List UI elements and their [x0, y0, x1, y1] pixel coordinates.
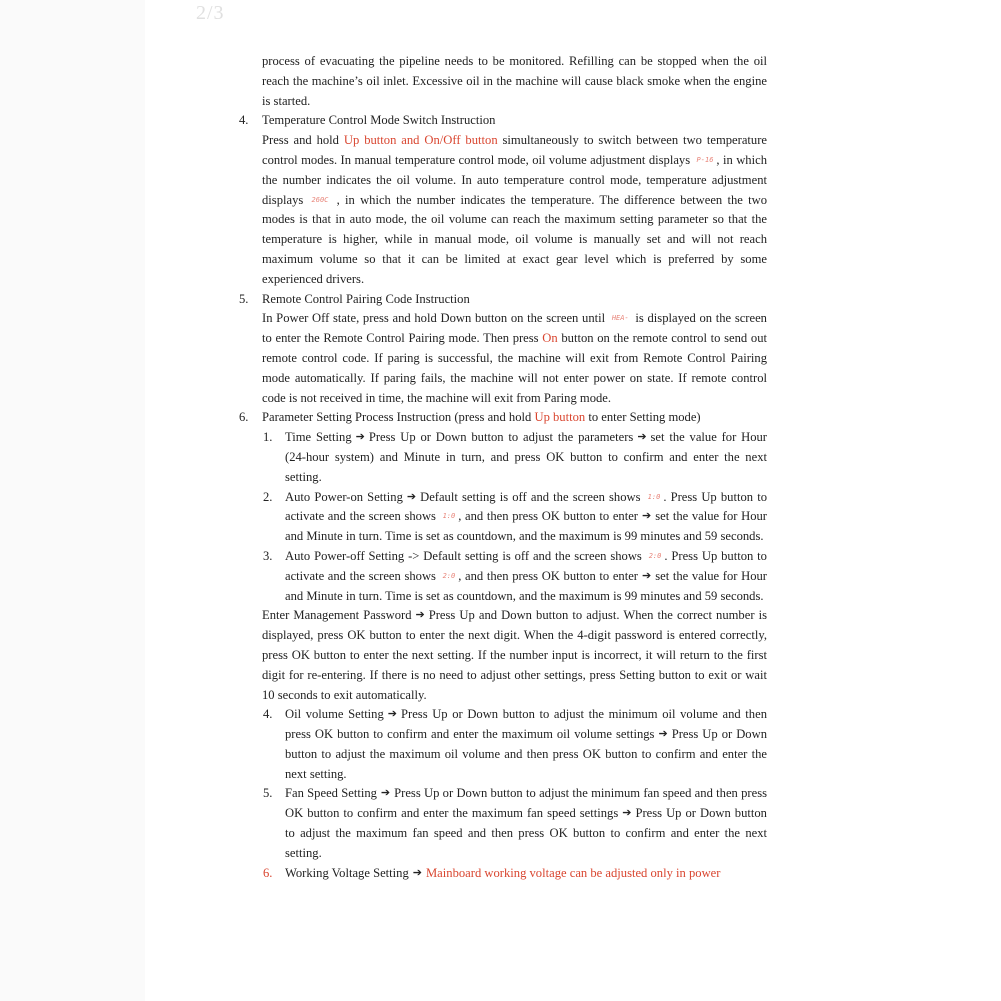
- text: Auto Power-on Setting: [285, 489, 403, 504]
- sub-item-time-setting: [263, 428, 767, 487]
- text: Press Up or Down button to adjust the maximum oil volume and then press OK button to confirm and enter the next setting.: [285, 727, 767, 781]
- lcd-pairing-display-icon: HEA-: [611, 314, 629, 323]
- text: , and then press OK button to enter: [458, 568, 638, 583]
- text: , and then press OK button to enter: [458, 509, 638, 524]
- text: Working Voltage Setting: [285, 865, 409, 880]
- sub-item-number: 3.: [263, 548, 273, 563]
- text: Press Up or Down button to adjust the minimum oil volume and then press OK button to confirm and enter the maximum oil volume settings: [285, 707, 767, 742]
- text: button on the remote control to send out remote control code. If paring is successful, the machine will exit from Remote Control Pairing mode automatically. If paring fails, the machine will not enter power on state. If remote control code is not received in time, the machine will exit from Paring mode.: [262, 331, 767, 405]
- sub-item-number: 4.: [263, 707, 273, 722]
- section-title: Temperature Control Mode Switch Instruction: [262, 113, 496, 128]
- lcd-power-on-off-display-icon: 1:0: [647, 492, 661, 501]
- arrow-right-icon: ➔: [622, 807, 632, 820]
- sub-item-number: 2.: [263, 489, 273, 504]
- sub-item-number: 6.: [263, 865, 273, 880]
- section-5-body: [262, 309, 767, 408]
- text: simultaneously to switch between two temperature control modes. In manual temperature control mode, oil volume adjustment displays: [262, 133, 767, 167]
- text: Press Up or Down button to adjust the maximum fan speed and then press OK button to confirm and enter the next setting.: [285, 806, 767, 860]
- text: . Press Up button to activate and the screen shows: [285, 548, 767, 583]
- text: , in which the number indicates the oil volume. In auto temperature control mode, temperature adjustment displays: [262, 152, 767, 207]
- arrow-right-icon: ➔: [380, 787, 391, 800]
- text: set the value for Hour (24-hour system) and Minute in turn, and press OK button to confirm and enter the next setting.: [285, 430, 767, 484]
- text: In Power Off state, press and hold Down button on the screen until: [262, 311, 609, 326]
- section-4-body: [262, 131, 767, 289]
- intro-paragraph: [262, 52, 767, 111]
- section-6-title: [239, 408, 767, 428]
- arrow-right-icon: ➔: [642, 510, 652, 523]
- text: set the value for Hour and Minute in turn. Time is set as countdown, and the maximum is 99 minutes and 59 seconds.: [285, 568, 768, 603]
- text: is displayed on the screen to enter the Remote Control Pairing mode. Then press: [262, 311, 767, 346]
- text: Press Up or Down button to adjust the minimum fan speed and then press OK button to confirm and enter the maximum fan speed settings: [285, 786, 767, 821]
- highlight-text: Up button: [534, 410, 586, 425]
- highlight-text: Mainboard working voltage can be adjusted only in power: [425, 865, 721, 880]
- text: Press and hold: [262, 133, 344, 148]
- sub-item-working-voltage: [263, 864, 767, 884]
- arrow-right-icon: ➔: [406, 490, 417, 503]
- arrow-right-icon: ➔: [415, 609, 425, 622]
- intro-text: process of evacuating the pipeline needs to be monitored. Refilling can be stopped when the oil reach the machine’s oil inlet. Excessive oil in the machine will cause black smoke when the engine is started.: [262, 54, 767, 108]
- sub-item-fan-speed: [263, 784, 767, 863]
- lcd-oil-display-icon: P-16: [696, 155, 714, 164]
- arrow-right-icon: ➔: [642, 569, 652, 582]
- arrow-right-icon: ➔: [637, 431, 647, 444]
- lcd-temperature-display-icon: 260C: [311, 195, 329, 204]
- section-title: Remote Control Pairing Code Instruction: [262, 291, 470, 306]
- text: Press Up or Down button to adjust the parameters: [368, 430, 634, 445]
- management-password-paragraph: [262, 606, 767, 705]
- text: set the value for Hour and Minute in turn. Time is set as countdown, and the maximum is 99 minutes and 59 seconds.: [285, 509, 768, 544]
- sub-item-oil-volume: [263, 705, 767, 784]
- arrow-right-icon: ➔: [355, 431, 365, 444]
- text: Default setting is off and the screen shows: [420, 489, 645, 504]
- text: to enter Setting mode): [585, 410, 701, 425]
- document-body: [0, 52, 1001, 883]
- text: Fan Speed Setting: [285, 786, 377, 801]
- text: . Press Up button to activate and the screen shows: [285, 489, 767, 524]
- arrow-right-icon: ➔: [387, 708, 397, 721]
- text: Oil volume Setting: [285, 707, 384, 722]
- lcd-power-off-active-display-icon: 2:0: [442, 571, 456, 580]
- text: Auto Power-off Setting -> Default setting is off and the screen shows: [285, 548, 646, 563]
- sub-item-number: 5.: [263, 786, 273, 801]
- arrow-right-icon: ➔: [658, 728, 668, 741]
- section-title: Parameter Setting Process Instruction (press and hold: [262, 410, 535, 425]
- section-number: 4.: [239, 113, 249, 128]
- text: Time Setting: [285, 430, 352, 445]
- lcd-power-off-display-icon: 2:0: [648, 551, 662, 560]
- text: , in which the number indicates the temperature. The difference between the two modes is that in auto mode, the oil volume can reach the maximum setting parameter so that the temperature is higher, while in manual mode, oil volume is manually set and will not reach maximum volume so that it can be limited at exact gear level which is preferred by some experienced drivers.: [262, 192, 767, 286]
- sub-item-number: 1.: [263, 430, 273, 445]
- section-4-title: [239, 111, 767, 131]
- sub-item-auto-power-on: [263, 488, 768, 547]
- section-5-title: [239, 290, 767, 310]
- scan-corner-mark: 2/3: [196, 2, 225, 24]
- text: Enter Management Password: [262, 608, 412, 623]
- sub-item-auto-power-off: [263, 547, 768, 606]
- section-number: 5.: [239, 291, 249, 306]
- section-number: 6.: [239, 410, 249, 425]
- highlight-text: Up button and On/Off button: [343, 133, 498, 148]
- arrow-right-icon: ➔: [412, 866, 422, 879]
- text: Press Up and Down button to adjust. When the correct number is displayed, press OK button to enter the next digit. When the 4-digit password is entered correctly, press OK button to enter the next setting. If the number input is incorrect, it will return to the first digit for re-entering. If there is no need to adjust other settings, press Setting button to exit or wait 10 seconds to exit automatically.: [262, 608, 768, 702]
- highlight-text: On: [542, 331, 558, 346]
- lcd-power-on-active-display-icon: 1:0: [442, 512, 456, 521]
